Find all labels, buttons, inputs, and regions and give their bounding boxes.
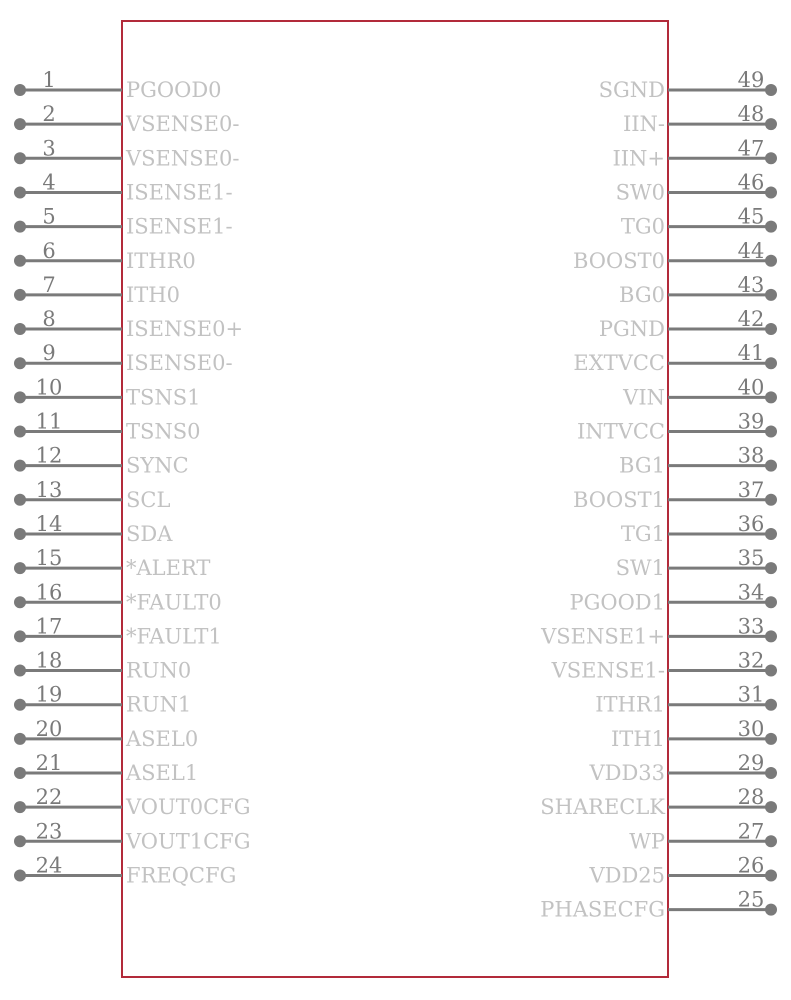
pin-label: SW0 [615, 180, 665, 205]
pin-label: WP [629, 829, 665, 854]
pin-end-dot [14, 528, 26, 540]
pin-end-dot [765, 699, 777, 711]
pin-label: SYNC [126, 453, 189, 478]
pin-7 [14, 273, 180, 307]
pin-label: EXTVCC [573, 351, 665, 376]
pin-23 [14, 819, 251, 853]
pin-end-dot [14, 255, 26, 267]
pin-9 [14, 341, 233, 375]
pin-number: 41 [737, 341, 765, 366]
pin-label: ISENSE0+ [126, 317, 244, 342]
pin-number: 33 [737, 614, 765, 639]
pin-number: 11 [35, 409, 63, 434]
pin-number: 24 [35, 853, 63, 878]
pin-end-dot [765, 630, 777, 642]
pin-end-dot [14, 186, 26, 198]
pin-label: BG0 [619, 282, 665, 307]
pin-label: VDD33 [589, 761, 665, 785]
pin-number: 22 [35, 785, 63, 810]
pin-42 [599, 307, 777, 341]
pin-label: ISENSE1- [126, 214, 233, 239]
pin-end-dot [765, 221, 777, 233]
pin-end-dot [14, 596, 26, 608]
pin-20 [14, 717, 198, 751]
pin-end-dot [14, 835, 26, 847]
pin-label: ISENSE0- [126, 351, 233, 376]
pin-end-dot [14, 289, 26, 301]
pin-end-dot [14, 767, 26, 779]
pin-end-dot [14, 426, 26, 438]
pin-number: 44 [737, 238, 765, 263]
right-pin-group [540, 68, 777, 922]
pin-end-dot [765, 801, 777, 813]
pin-label: PGOOD1 [569, 590, 665, 615]
pin-number: 40 [737, 375, 765, 400]
pin-label: VDD25 [589, 863, 665, 888]
pin-label: VSENSE0- [126, 112, 240, 137]
pin-label: ASEL1 [126, 761, 199, 785]
pin-31 [595, 683, 777, 717]
pin-end-dot [14, 357, 26, 369]
pin-number: 17 [35, 614, 63, 639]
pin-end-dot [14, 460, 26, 472]
pin-label: TG0 [620, 214, 665, 239]
pin-19 [14, 683, 191, 717]
pin-number: 49 [737, 68, 765, 92]
pin-49 [599, 68, 777, 102]
pin-label: SCL [126, 487, 171, 512]
pin-number: 25 [737, 887, 765, 912]
pin-number: 8 [42, 307, 56, 332]
pin-number: 38 [737, 443, 765, 468]
pin-number: 26 [737, 853, 765, 878]
pin-end-dot [765, 835, 777, 847]
pin-11 [14, 410, 201, 444]
pin-label: IIN- [622, 112, 665, 137]
pin-number: 10 [35, 375, 63, 400]
pin-end-dot [765, 357, 777, 369]
pin-end-dot [14, 221, 26, 233]
pin-label: *FAULT1 [126, 624, 222, 649]
pin-end-dot [14, 733, 26, 745]
pin-label: VOUT1CFG [126, 829, 251, 854]
pin-number: 16 [35, 580, 63, 605]
pin-number: 4 [42, 170, 56, 195]
pin-end-dot [765, 596, 777, 608]
pin-number: 2 [42, 102, 56, 127]
pin-16 [14, 580, 222, 614]
pin-number: 6 [42, 238, 56, 263]
pin-number: 39 [737, 409, 765, 434]
pin-label: TSNS1 [126, 385, 201, 410]
pin-end-dot [14, 630, 26, 642]
pin-label: ASEL0 [126, 726, 199, 751]
pin-label: TSNS0 [126, 419, 201, 444]
pin-label: INTVCC [577, 419, 665, 444]
pin-number: 37 [737, 477, 765, 502]
pin-label: PHASECFG [540, 897, 665, 922]
pin-label: ITHR1 [595, 692, 665, 717]
pin-number: 12 [35, 443, 63, 468]
pin-end-dot [765, 733, 777, 745]
pin-44 [573, 239, 777, 273]
pin-end-dot [765, 426, 777, 438]
pin-24 [14, 853, 236, 887]
pin-10 [14, 375, 201, 409]
pin-end-dot [765, 494, 777, 506]
pin-21 [14, 751, 198, 785]
pin-label: ISENSE1- [126, 180, 233, 205]
pin-number: 42 [737, 307, 765, 332]
pin-number: 20 [35, 716, 63, 741]
pin-label: RUN1 [126, 692, 192, 717]
pin-number: 21 [35, 751, 63, 775]
pin-43 [619, 273, 777, 307]
pin-6 [14, 239, 196, 273]
pin-1 [14, 68, 222, 102]
pin-27 [629, 819, 777, 853]
pin-number: 5 [42, 204, 56, 229]
pin-number: 15 [35, 546, 63, 571]
pin-number: 13 [35, 477, 63, 502]
pin-29 [588, 751, 777, 785]
pin-end-dot [14, 391, 26, 403]
pin-label: *FAULT0 [126, 590, 222, 615]
pin-40 [622, 375, 777, 409]
pin-number: 9 [42, 341, 56, 366]
pin-label: VSENSE1- [551, 658, 665, 683]
left-pin-group [14, 68, 251, 887]
pin-number: 29 [737, 751, 765, 775]
pin-label: SHARECLK [540, 795, 665, 820]
pin-end-dot [765, 528, 777, 540]
pin-label: VOUT0CFG [126, 795, 251, 820]
pin-46 [616, 170, 777, 204]
pin-label: SW1 [615, 556, 665, 581]
pin-label: *ALERT [126, 556, 211, 581]
pin-label: RUN0 [126, 658, 192, 683]
pin-45 [621, 205, 777, 239]
pin-number: 45 [737, 204, 765, 229]
pin-label: BOOST0 [572, 248, 665, 273]
pin-8 [14, 307, 243, 341]
pin-41 [573, 341, 777, 375]
pin-14 [14, 512, 173, 546]
pin-label: ITHR0 [126, 248, 196, 273]
pin-15 [14, 546, 210, 580]
pin-number: 34 [737, 580, 765, 605]
pin-end-dot [14, 323, 26, 335]
pin-39 [577, 410, 777, 444]
pin-end-dot [765, 255, 777, 267]
pin-17 [14, 614, 222, 648]
pin-label: VSENSE0- [126, 146, 240, 171]
pin-label: SGND [598, 78, 665, 102]
pin-12 [14, 444, 189, 478]
pin-label: SDA [126, 521, 173, 546]
pin-32 [551, 649, 777, 683]
pin-label: BG1 [619, 453, 665, 478]
pin-number: 7 [42, 272, 56, 297]
pin-end-dot [765, 186, 777, 198]
pin-number: 28 [737, 785, 765, 810]
pin-end-dot [765, 152, 777, 164]
pin-label: BOOST1 [572, 487, 665, 512]
pin-end-dot [14, 84, 26, 96]
pin-number: 48 [737, 102, 765, 127]
pin-end-dot [14, 118, 26, 130]
pin-label: VSENSE1+ [541, 624, 665, 649]
pin-number: 1 [42, 68, 56, 92]
pin-number: 27 [737, 819, 765, 844]
pin-48 [623, 102, 777, 136]
pin-end-dot [14, 562, 26, 574]
pin-end-dot [14, 699, 26, 711]
pin-number: 31 [737, 682, 765, 707]
pin-label: VIN [623, 385, 665, 410]
pin-number: 43 [737, 272, 765, 297]
pin-end-dot [14, 494, 26, 506]
pin-end-dot [765, 767, 777, 779]
pin-end-dot [765, 460, 777, 472]
pin-label: IIN+ [612, 146, 665, 171]
pin-number: 35 [737, 546, 765, 571]
pin-36 [621, 512, 777, 546]
pin-end-dot [765, 869, 777, 881]
pin-label: TG1 [620, 521, 665, 546]
pin-28 [540, 785, 777, 819]
pin-end-dot [14, 801, 26, 813]
pin-number: 18 [35, 648, 63, 673]
pin-end-dot [765, 289, 777, 301]
pin-end-dot [765, 391, 777, 403]
pin-18 [14, 649, 191, 683]
pin-end-dot [14, 665, 26, 677]
pin-number: 23 [35, 819, 63, 844]
pin-2 [14, 102, 239, 136]
pin-label: PGOOD0 [126, 78, 222, 102]
pin-33 [540, 614, 777, 648]
pin-number: 3 [42, 136, 56, 161]
pin-label: PGND [598, 317, 665, 342]
pin-number: 32 [737, 648, 765, 673]
pin-35 [616, 546, 777, 580]
pin-34 [569, 580, 777, 614]
pin-13 [14, 478, 170, 512]
pin-number: 36 [737, 511, 765, 536]
pin-end-dot [765, 562, 777, 574]
pin-end-dot [765, 84, 777, 96]
pin-4 [14, 170, 233, 204]
pin-number: 19 [35, 682, 63, 707]
pin-end-dot [765, 323, 777, 335]
pin-38 [619, 444, 777, 478]
pin-number: 47 [737, 136, 765, 161]
pin-5 [14, 205, 233, 239]
pin-47 [612, 136, 777, 170]
pin-3 [14, 136, 239, 170]
pin-25 [540, 888, 777, 922]
pin-number: 46 [737, 170, 765, 195]
pin-37 [573, 478, 777, 512]
pin-label: ITH1 [611, 726, 665, 751]
pin-number: 14 [35, 511, 63, 536]
pin-30 [611, 717, 777, 751]
pin-end-dot [765, 904, 777, 916]
pin-end-dot [14, 869, 26, 881]
pin-26 [588, 853, 777, 887]
pin-label: FREQCFG [126, 863, 237, 888]
pin-22 [14, 785, 251, 819]
pin-label: ITH0 [126, 282, 180, 307]
pin-number: 30 [737, 716, 765, 741]
pin-end-dot [765, 118, 777, 130]
pin-end-dot [765, 665, 777, 677]
pin-end-dot [14, 152, 26, 164]
